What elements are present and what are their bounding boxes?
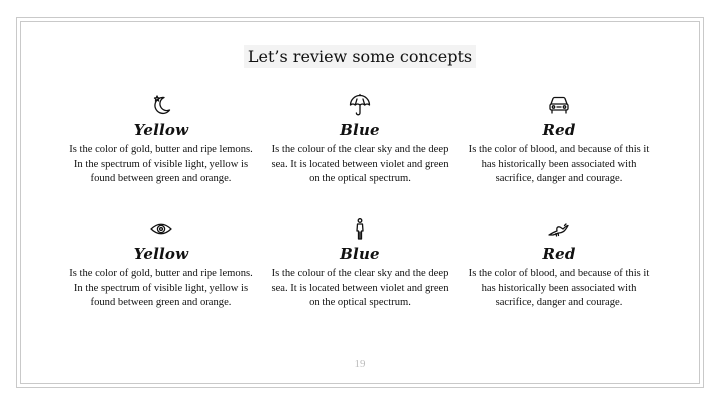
concept-card-yellow-1 <box>66 93 256 187</box>
concept-description: Is the color of gold, butter and ripe lemons. In the spectrum of visible light, yellow is found between green and orange. <box>69 268 253 308</box>
concept-card-blue-1 <box>265 93 455 187</box>
concept-card-red-1 <box>464 93 654 187</box>
concept-description: Is the color of blood, and because of this it has historically been associated with sacrifice, danger and courage. <box>468 144 650 184</box>
concept-heading: Red <box>542 121 576 139</box>
slide-title <box>0 45 720 68</box>
person-icon <box>348 217 372 241</box>
concept-card-blue-2 <box>265 217 455 311</box>
concept-card-red-2 <box>464 217 654 311</box>
slide-title-text: Let’s review some concepts <box>244 45 476 68</box>
concept-description: Is the colour of the clear sky and the deep sea. It is located between violet and green on the optical spectrum. <box>271 268 449 308</box>
concept-description: Is the color of gold, butter and ripe lemons. In the spectrum of visible light, yellow is found between green and orange. <box>69 144 253 184</box>
umbrella-icon <box>348 93 372 117</box>
moon-star-icon <box>149 93 173 117</box>
concept-card-yellow-2 <box>66 217 256 311</box>
page-number: 19 <box>354 358 366 370</box>
concept-heading: Red <box>542 245 576 263</box>
eye-icon <box>149 217 173 241</box>
concept-heading: Blue <box>340 121 380 139</box>
concept-heading: Yellow <box>133 245 189 263</box>
concept-heading: Blue <box>340 245 380 263</box>
concept-heading: Yellow <box>133 121 189 139</box>
slide-inner-border <box>20 21 700 384</box>
concept-description: Is the color of blood, and because of this it has historically been associated with sacrifice, danger and courage. <box>468 268 650 308</box>
bird-icon <box>547 217 571 241</box>
concept-description: Is the colour of the clear sky and the deep sea. It is located between violet and green on the optical spectrum. <box>271 144 449 184</box>
car-icon <box>547 93 571 117</box>
